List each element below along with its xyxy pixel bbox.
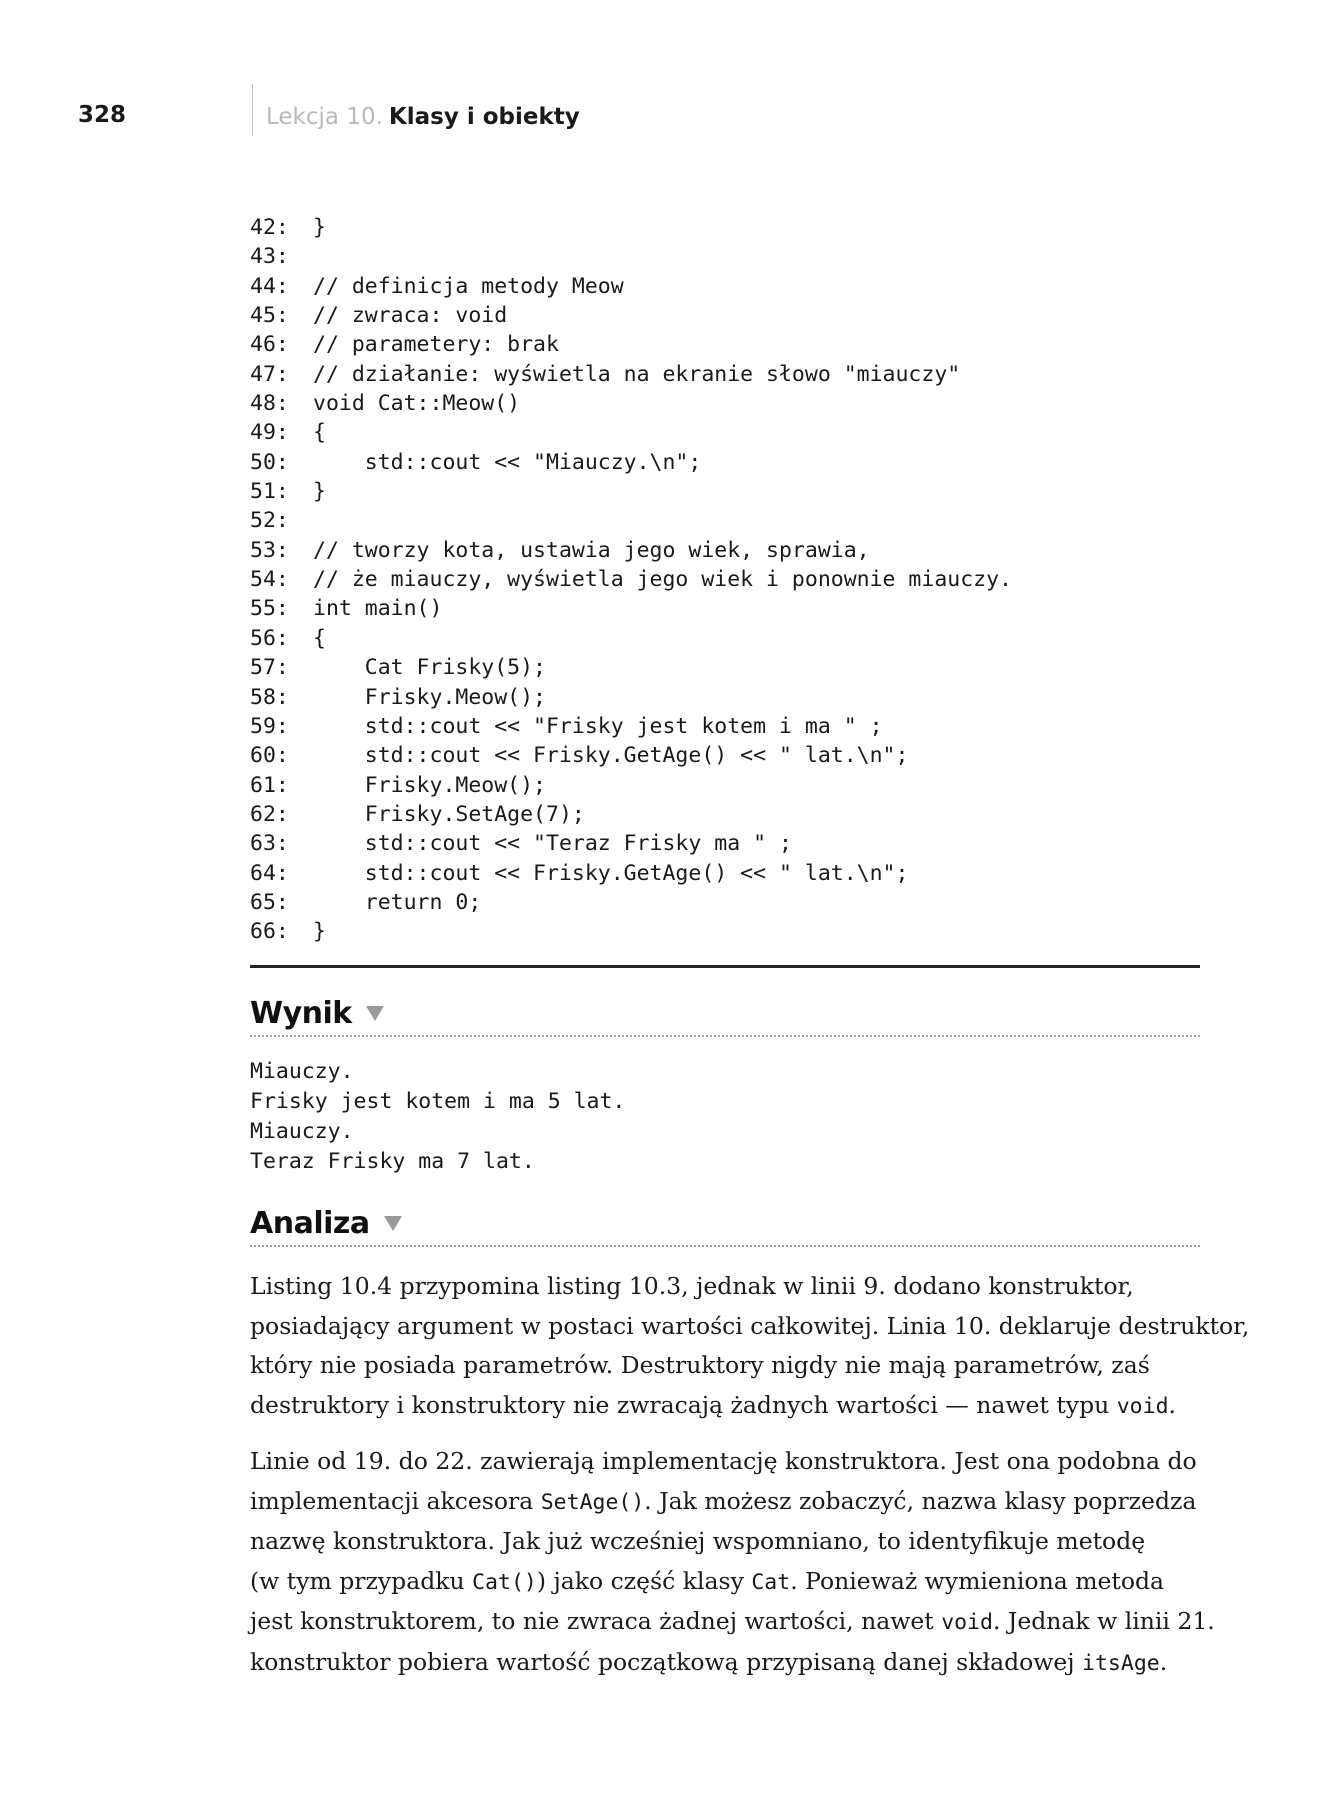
running-head [266,104,580,130]
output-line: Frisky jest kotem i ma 5 lat. [250,1089,626,1114]
inline-code: SetAge() [540,1489,645,1515]
text-line: nazwę konstruktora. Jak już wcześniej wspomniano, to identyfikuje metodę [250,1527,1146,1555]
text-line [250,1643,1200,1684]
line-number: 45: [250,303,289,329]
code-text: } [313,919,326,945]
code-text: void Cat::Meow() [313,391,521,417]
code-text: int main() [313,596,443,622]
inline-code: Cat [751,1569,791,1595]
line-number: 60: [250,743,289,769]
output-line: Miauczy. [250,1059,354,1084]
lesson-label: Lekcja 10. [266,104,383,130]
line-number: 58: [250,684,289,710]
page-number: 328 [78,102,127,128]
code-line [250,624,1012,653]
analysis-paragraph-1 [250,1267,1250,1426]
code-line [250,917,1012,946]
code-text: std::cout << Frisky.GetAge() << " lat.\n"; [313,860,909,886]
text-fragment: . Jednak w linii 21. [992,1607,1215,1635]
text-line: Listing 10.4 przypomina listing 10.3, jednak w linii 9. dodano konstruktor, [250,1272,1134,1300]
code-line [250,448,1012,477]
triangle-down-icon [384,1216,402,1231]
code-line [250,565,1012,594]
code-text: } [313,479,326,505]
line-number: 66: [250,919,289,945]
line-number: 55: [250,596,289,622]
text-line [250,1602,1215,1643]
output-line: Miauczy. [250,1119,354,1144]
code-line [250,477,1012,506]
code-line [250,242,1012,271]
line-number: 51: [250,479,289,505]
code-text: // działanie: wyświetla na ekranie słowo "miauczy" [313,361,961,387]
text-fragment: . [1159,1647,1168,1676]
code-line [250,360,1012,389]
code-line [250,594,1012,623]
text-fragment: . Ponieważ wymieniona metoda [790,1566,1165,1595]
line-number: 64: [250,860,289,886]
text-line: posiadający argument w postaci wartości całkowitej. Linia 10. deklaruje destruktor, [250,1311,1250,1340]
code-line [250,829,1012,858]
lesson-title: Klasy i obiekty [388,104,580,130]
code-line [250,330,1012,359]
line-number: 43: [250,244,289,270]
code-line [250,536,1012,565]
line-number: 61: [250,772,289,798]
line-number: 53: [250,537,289,563]
inline-code: void [1116,1393,1169,1419]
analysis-heading-text: Analiza [250,1206,370,1241]
output-heading-text: Wynik [250,996,352,1031]
line-number: 50: [250,449,289,475]
text-line [250,1562,1200,1603]
code-line [250,888,1012,917]
inline-code: itsAge [1082,1650,1160,1676]
code-text: return 0; [313,889,482,915]
output-line: Teraz Frisky ma 7 lat. [250,1149,535,1174]
code-text: std::cout << Frisky.GetAge() << " lat.\n"; [313,743,909,769]
code-listing [250,213,1012,947]
line-number: 65: [250,889,289,915]
code-text: // że miauczy, wyświetla jego wiek i ponownie miauczy. [313,567,1012,593]
line-number: 48: [250,391,289,417]
code-text: { [313,625,326,651]
line-number: 54: [250,567,289,593]
code-line [250,800,1012,829]
text-fragment: implementacji akcesora [250,1486,541,1515]
line-number: 47: [250,361,289,387]
code-line [250,389,1012,418]
analysis-heading [250,1206,1200,1247]
code-text: Frisky.SetAge(7); [313,801,585,827]
inline-code: void [941,1610,993,1635]
code-text: // zwraca: void [313,303,508,329]
code-line [250,301,1012,330]
header-divider [252,84,253,136]
text-line [250,1386,1200,1427]
text-fragment: jest konstruktorem, to nie zwraca żadnej wartości, nawet [250,1607,942,1635]
line-number: 49: [250,420,289,446]
inline-code: Cat() [472,1569,537,1595]
text-fragment: . [1168,1390,1176,1419]
text-fragment: (w tym przypadku [250,1566,473,1595]
line-number: 46: [250,332,289,358]
program-output [250,1057,625,1177]
line-number: 52: [250,508,289,534]
line-number: 44: [250,273,289,299]
code-line [250,683,1012,712]
code-line [250,712,1012,741]
code-line [250,418,1012,447]
code-text: // tworzy kota, ustawia jego wiek, sprawia, [313,537,870,563]
code-text: } [313,215,326,240]
listing-end-rule [250,965,1200,968]
line-number: 63: [250,831,289,857]
code-text: std::cout << "Miauczy.\n"; [313,449,702,475]
line-number: 59: [250,713,289,739]
triangle-down-icon [366,1006,384,1021]
code-text: Frisky.Meow(); [313,684,546,710]
output-heading [250,996,1200,1037]
code-line [250,653,1012,682]
text-line: który nie posiada parametrów. Destruktory nigdy nie mają parametrów, zaś [250,1351,1150,1379]
text-fragment: ) jako część klasy [536,1566,752,1595]
text-fragment: . Jak możesz zobaczyć, nazwa klasy poprzedza [644,1486,1197,1515]
text-fragment: destruktory i konstruktory nie zwracają żadnych wartości — nawet typu [250,1390,1117,1419]
code-line [250,506,1012,535]
code-line [250,213,1012,242]
line-number: 42: [250,215,289,240]
code-line [250,272,1012,301]
code-line [250,771,1012,800]
code-text: // definicja metody Meow [313,273,624,299]
line-number: 57: [250,655,289,681]
text-line: Linie od 19. do 22. zawierają implementację konstruktora. Jest ona podobna do [250,1447,1197,1475]
text-line [250,1482,1200,1523]
analysis-paragraph-2 [250,1442,1215,1683]
code-text: // parametery: brak [313,332,559,358]
code-text: std::cout << "Frisky jest kotem i ma " ; [313,713,883,739]
code-line [250,859,1012,888]
code-text: Frisky.Meow(); [313,772,546,798]
line-number: 56: [250,625,289,651]
text-fragment: konstruktor pobiera wartość początkową przypisaną danej składowej [250,1647,1083,1676]
code-line [250,741,1012,770]
line-number: 62: [250,801,289,827]
code-text: std::cout << "Teraz Frisky ma " ; [313,831,792,857]
code-text: { [313,420,326,446]
code-text: Cat Frisky(5); [313,655,546,681]
